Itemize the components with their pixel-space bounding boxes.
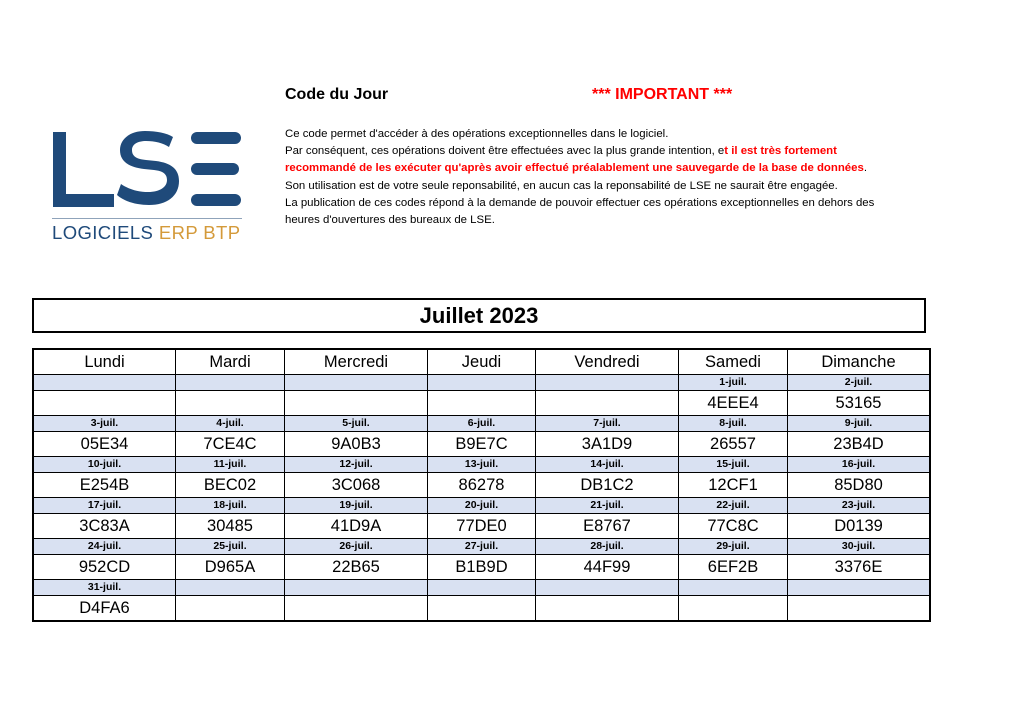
- daily-code-cell: 26557: [679, 432, 788, 457]
- logo-tagline: [52, 222, 240, 244]
- code-row: [33, 514, 930, 539]
- notice-line-2: [285, 143, 945, 160]
- daily-code-cell: D0139: [788, 514, 931, 539]
- date-cell: 19-juil.: [285, 498, 428, 514]
- lse-logo: [50, 128, 250, 248]
- notice-line-6: heures d'ouvertures des bureaux de LSE.: [285, 214, 495, 227]
- code-row: [33, 473, 930, 498]
- notice-line-5: La publication de ces codes répond à la demande de pouvoir effectuer ces opérations exceptionnelles en dehors des: [285, 196, 875, 209]
- date-cell: [428, 580, 536, 596]
- date-cell: 20-juil.: [428, 498, 536, 514]
- date-row: [33, 457, 930, 473]
- date-cell: 7-juil.: [536, 416, 679, 432]
- date-row: [33, 498, 930, 514]
- daily-code-cell: 4EEE4: [679, 391, 788, 416]
- daily-code-cell: [428, 391, 536, 416]
- important-title: *** IMPORTANT ***: [592, 86, 733, 103]
- daily-code-cell: E254B: [33, 473, 176, 498]
- daily-code-cell: DB1C2: [536, 473, 679, 498]
- date-cell: 13-juil.: [428, 457, 536, 473]
- daily-code-cell: 6EF2B: [679, 555, 788, 580]
- date-cell: [679, 580, 788, 596]
- daily-code-cell: 86278: [428, 473, 536, 498]
- daily-code-cell: 3C068: [285, 473, 428, 498]
- daily-code-cell: 9A0B3: [285, 432, 428, 457]
- notice-line-3-warning: recommandé de les exécuter qu'après avoir effectué préalablement une sauvegarde de la base de données: [285, 162, 864, 175]
- date-cell: 16-juil.: [788, 457, 931, 473]
- date-cell: 18-juil.: [176, 498, 285, 514]
- daily-code-cell: 05E34: [33, 432, 176, 457]
- daily-code-cell: [176, 596, 285, 622]
- daily-code-cell: [536, 391, 679, 416]
- weekday-header-row: [33, 349, 930, 375]
- daily-code-cell: 77C8C: [679, 514, 788, 539]
- notice-line-3: [285, 160, 945, 177]
- daily-code-cell: [33, 391, 176, 416]
- daily-code-cell: 3376E: [788, 555, 931, 580]
- weekday-header-jeudi: Jeudi: [428, 349, 536, 375]
- weekday-header-mercredi: Mercredi: [285, 349, 428, 375]
- daily-code-cell: 41D9A: [285, 514, 428, 539]
- date-cell: 17-juil.: [33, 498, 176, 514]
- daily-code-cell: 53165: [788, 391, 931, 416]
- date-cell: 28-juil.: [536, 539, 679, 555]
- daily-code-cell: [788, 596, 931, 622]
- date-cell: 30-juil.: [788, 539, 931, 555]
- date-cell: 31-juil.: [33, 580, 176, 596]
- date-cell: 1-juil.: [679, 375, 788, 391]
- daily-code-cell: B1B9D: [428, 555, 536, 580]
- daily-code-cell: [285, 596, 428, 622]
- code-row: [33, 391, 930, 416]
- date-row: [33, 580, 930, 596]
- code-row: [33, 432, 930, 457]
- date-cell: [176, 580, 285, 596]
- daily-code-cell: 952CD: [33, 555, 176, 580]
- daily-code-cell: [176, 391, 285, 416]
- date-cell: 29-juil.: [679, 539, 788, 555]
- daily-code-cell: [428, 596, 536, 622]
- date-row: [33, 375, 930, 391]
- date-cell: [428, 375, 536, 391]
- code-row: [33, 596, 930, 622]
- daily-code-cell: D965A: [176, 555, 285, 580]
- date-cell: 23-juil.: [788, 498, 931, 514]
- date-cell: 24-juil.: [33, 539, 176, 555]
- weekday-header-lundi: Lundi: [33, 349, 176, 375]
- calendar-body: [33, 375, 930, 622]
- daily-code-cell: 77DE0: [428, 514, 536, 539]
- date-cell: 5-juil.: [285, 416, 428, 432]
- daily-code-cell: D4FA6: [33, 596, 176, 622]
- date-cell: 25-juil.: [176, 539, 285, 555]
- notice-paragraph: [285, 126, 945, 229]
- notice-line-2-warning: t il est très fortement: [724, 145, 837, 158]
- date-cell: 2-juil.: [788, 375, 931, 391]
- daily-code-cell: 22B65: [285, 555, 428, 580]
- date-cell: 27-juil.: [428, 539, 536, 555]
- date-cell: 26-juil.: [285, 539, 428, 555]
- logo-divider: [52, 218, 242, 219]
- daily-code-cell: BEC02: [176, 473, 285, 498]
- notice-line-4: Son utilisation est de votre seule reponsabilité, en aucun cas la reponsabilité de LSE ne saurait être engagée.: [285, 179, 838, 192]
- date-cell: 14-juil.: [536, 457, 679, 473]
- date-cell: 3-juil.: [33, 416, 176, 432]
- weekday-header-dimanche: Dimanche: [788, 349, 931, 375]
- date-cell: 12-juil.: [285, 457, 428, 473]
- code-du-jour-title: Code du Jour: [285, 86, 389, 103]
- daily-code-cell: B9E7C: [428, 432, 536, 457]
- date-cell: [33, 375, 176, 391]
- date-cell: [176, 375, 285, 391]
- daily-code-cell: 85D80: [788, 473, 931, 498]
- weekday-header-vendredi: Vendredi: [536, 349, 679, 375]
- daily-code-cell: [679, 596, 788, 622]
- date-cell: 21-juil.: [536, 498, 679, 514]
- date-cell: [285, 375, 428, 391]
- date-cell: [536, 375, 679, 391]
- date-cell: 22-juil.: [679, 498, 788, 514]
- daily-code-cell: 3C83A: [33, 514, 176, 539]
- daily-code-cell: [285, 391, 428, 416]
- logo-tagline-erp-btp: ERP BTP: [158, 222, 241, 243]
- date-cell: [536, 580, 679, 596]
- daily-code-cell: 7CE4C: [176, 432, 285, 457]
- date-cell: [285, 580, 428, 596]
- date-cell: 10-juil.: [33, 457, 176, 473]
- date-cell: 15-juil.: [679, 457, 788, 473]
- daily-code-cell: 44F99: [536, 555, 679, 580]
- date-cell: 6-juil.: [428, 416, 536, 432]
- date-row: [33, 416, 930, 432]
- daily-code-cell: [536, 596, 679, 622]
- lse-logo-letters: [50, 128, 245, 208]
- daily-code-cell: 3A1D9: [536, 432, 679, 457]
- date-cell: 11-juil.: [176, 457, 285, 473]
- code-row: [33, 555, 930, 580]
- notice-line-3-end: .: [863, 162, 867, 175]
- daily-code-cell: E8767: [536, 514, 679, 539]
- daily-code-cell: 23B4D: [788, 432, 931, 457]
- weekday-header-samedi: Samedi: [679, 349, 788, 375]
- calendar-table: [32, 348, 931, 622]
- date-cell: 9-juil.: [788, 416, 931, 432]
- date-cell: 8-juil.: [679, 416, 788, 432]
- date-cell: [788, 580, 931, 596]
- notice-line-2-plain: Par conséquent, ces opérations doivent être effectuées avec la plus grande intention, e: [285, 145, 725, 158]
- daily-code-cell: 12CF1: [679, 473, 788, 498]
- logo-tagline-logiciels: LOGICIELS: [52, 222, 159, 243]
- daily-code-cell: 30485: [176, 514, 285, 539]
- date-cell: 4-juil.: [176, 416, 285, 432]
- weekday-header-mardi: Mardi: [176, 349, 285, 375]
- date-row: [33, 539, 930, 555]
- month-title: Juillet 2023: [32, 298, 926, 333]
- notice-line-1: Ce code permet d'accéder à des opérations exceptionnelles dans le logiciel.: [285, 128, 669, 140]
